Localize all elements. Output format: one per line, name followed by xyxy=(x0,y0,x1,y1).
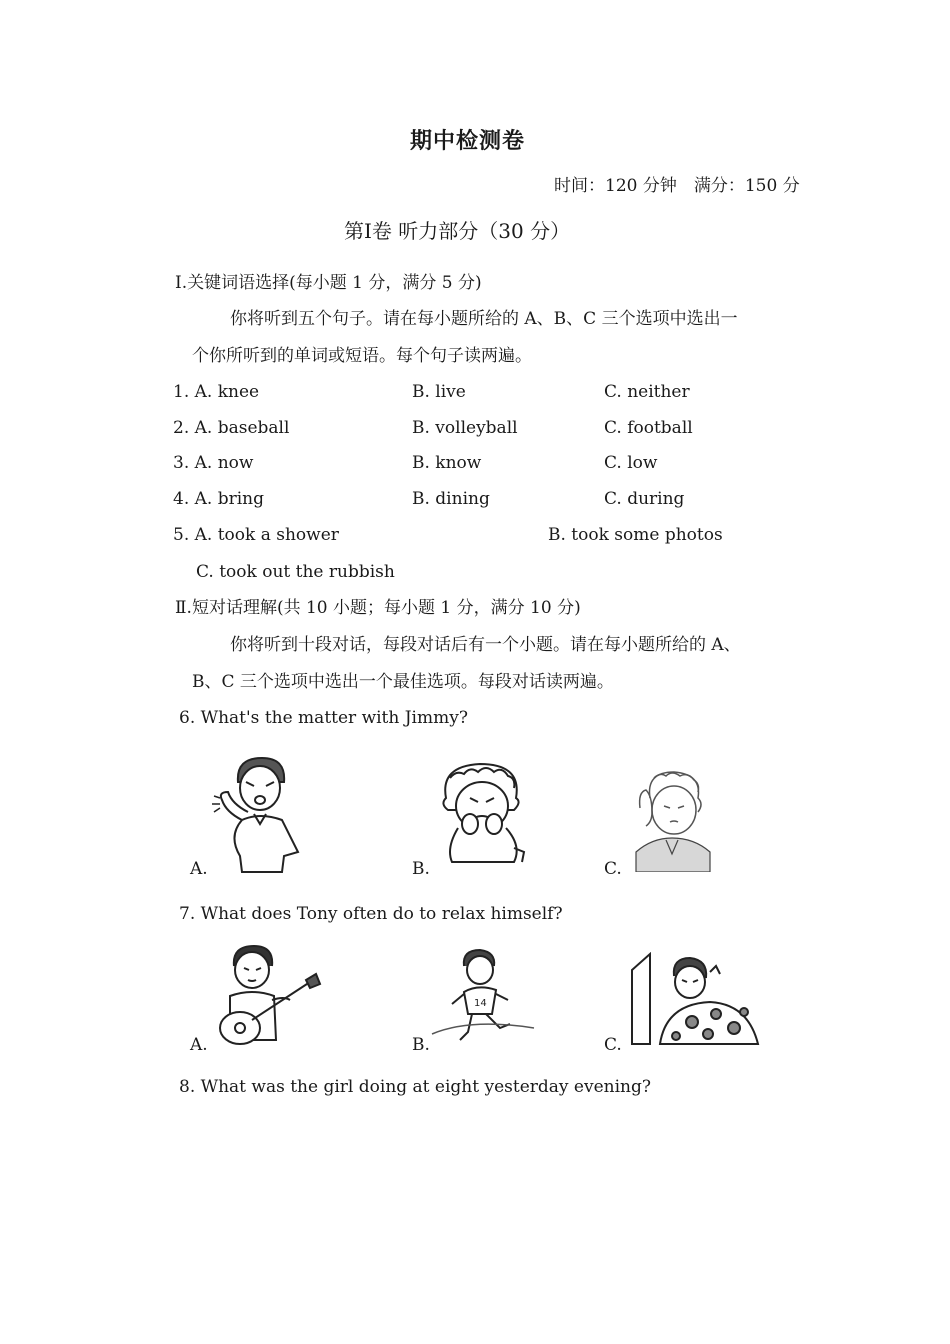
q5-option-b: B. took some photos xyxy=(548,525,723,545)
q7-label-c: C. xyxy=(604,1035,622,1055)
q5-option-c: C. took out the rubbish xyxy=(196,562,395,582)
section1-instruction-line2: 个你所听到的单词或短语。每个句子读两遍。 xyxy=(192,346,532,366)
q4-option-b: B. dining xyxy=(412,489,490,509)
volume-title: 第Ⅰ卷 听力部分（30 分） xyxy=(344,219,571,243)
svg-text:14: 14 xyxy=(474,998,487,1009)
q8-stem: 8. What was the girl doing at eight yesterday evening? xyxy=(179,1077,651,1097)
q6-label-c: C. xyxy=(604,859,622,879)
q4-option-c: C. during xyxy=(604,489,685,509)
q1-option-c: C. neither xyxy=(604,382,690,402)
q7-stem: 7. What does Tony often do to relax himself? xyxy=(179,904,563,924)
q7-picture-c-sleeping xyxy=(630,952,762,1046)
q6-label-a: A. xyxy=(190,859,208,879)
q3-option-b: B. know xyxy=(412,453,482,473)
q6-picture-b-toothache xyxy=(436,758,528,870)
q7-label-b: B. xyxy=(412,1035,430,1055)
section2-heading: Ⅱ.短对话理解(共 10 小题；每小题 1 分，满分 10 分) xyxy=(175,598,581,618)
section2-instruction-line1: 你将听到十段对话，每段对话后有一个小题。请在每小题所给的 A、 xyxy=(230,635,741,655)
q7-picture-a-playing-guitar xyxy=(212,944,322,1052)
q5-option-a: 5. A. took a shower xyxy=(173,525,339,545)
q2-option-a: 2. A. baseball xyxy=(173,418,290,438)
time-score-info: 时间：120 分钟 满分：150 分 xyxy=(554,176,800,196)
q1-option-a: 1. A. knee xyxy=(173,382,260,402)
section1-instruction-line1: 你将听到五个句子。请在每小题所给的 A、B、C 三个选项中选出一 xyxy=(230,309,738,329)
page-title: 期中检测卷 xyxy=(410,128,526,154)
section1-heading: Ⅰ.关键词语选择(每小题 1 分，满分 5 分) xyxy=(175,273,482,293)
section2-instruction-line2: B、C 三个选项中选出一个最佳选项。每段对话读两遍。 xyxy=(192,672,614,692)
q6-picture-a-sore-throat xyxy=(210,752,310,874)
q1-option-b: B. live xyxy=(412,382,466,402)
q6-stem: 6. What's the matter with Jimmy? xyxy=(179,708,468,728)
q6-label-b: B. xyxy=(412,859,430,879)
q3-option-c: C. low xyxy=(604,453,658,473)
q3-option-a: 3. A. now xyxy=(173,453,254,473)
q6-picture-c-earache xyxy=(632,768,712,872)
q2-option-b: B. volleyball xyxy=(412,418,518,438)
q2-option-c: C. football xyxy=(604,418,693,438)
q4-option-a: 4. A. bring xyxy=(173,489,264,509)
q7-label-a: A. xyxy=(190,1035,208,1055)
q7-picture-b-running xyxy=(430,948,536,1048)
